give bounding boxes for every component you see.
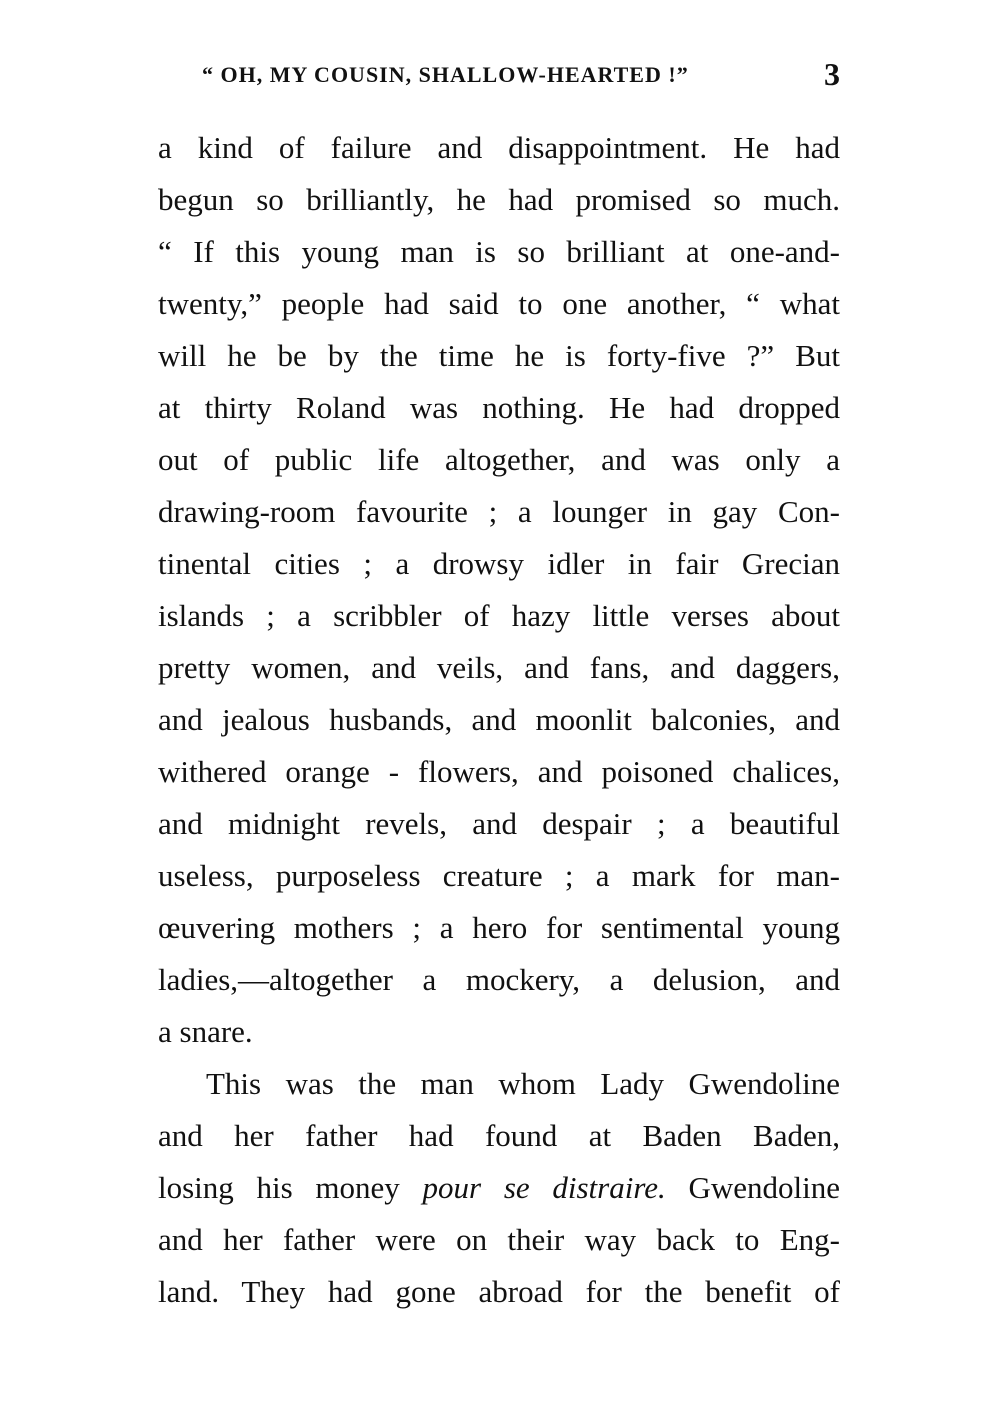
- text-span: Gwendoline: [665, 1170, 840, 1205]
- text-line: twenty,” people had said to one another, “ what: [158, 286, 840, 321]
- text-line: drawing-room favourite ; a lounger in gay Con-: [158, 494, 840, 529]
- text-line: begun so brilliantly, he had promised so much.: [158, 182, 840, 217]
- text-line: will he be by the time he is forty-five ?” But: [158, 338, 840, 373]
- text-line: This was the man whom Lady Gwendoline: [206, 1066, 840, 1101]
- text-line: tinental cities ; a drowsy idler in fair Grecian: [158, 546, 840, 581]
- text-line: “ If this young man is so brilliant at one-and-: [158, 234, 840, 269]
- text-line: out of public life altogether, and was only a: [158, 442, 840, 477]
- text-line: and her father had found at Baden Baden,: [158, 1118, 840, 1153]
- text-line: œuvering mothers ; a hero for sentimental young: [158, 910, 840, 945]
- text-line: a kind of failure and disappointment. He had: [158, 130, 840, 165]
- text-span: losing his money: [158, 1170, 400, 1205]
- text-line: and midnight revels, and despair ; a beautiful: [158, 806, 840, 841]
- text-line: islands ; a scribbler of hazy little verses about: [158, 598, 840, 633]
- text-line: withered orange - flowers, and poisoned chalices,: [158, 754, 840, 789]
- text-line: and her father were on their way back to Eng-: [158, 1222, 840, 1257]
- text-line: at thirty Roland was nothing. He had dropped: [158, 390, 840, 425]
- text-line: ladies,—altogether a mockery, a delusion, and: [158, 962, 840, 997]
- text-line: land. They had gone abroad for the benefit of: [158, 1274, 840, 1309]
- text-line: a snare.: [158, 1014, 253, 1049]
- running-head: [158, 56, 840, 96]
- page-number: 3: [824, 56, 840, 92]
- text-line-with-italic: [158, 1162, 840, 1214]
- italic-phrase: pour se distraire.: [422, 1170, 666, 1205]
- body-text: [158, 122, 840, 1318]
- text-line: useless, purposeless creature ; a mark for man-: [158, 858, 840, 893]
- text-line: pretty women, and veils, and fans, and daggers,: [158, 650, 840, 685]
- running-title: “ OH, MY COUSIN, SHALLOW-HEARTED !”: [202, 62, 689, 87]
- text-line: and jealous husbands, and moonlit balconies, and: [158, 702, 840, 737]
